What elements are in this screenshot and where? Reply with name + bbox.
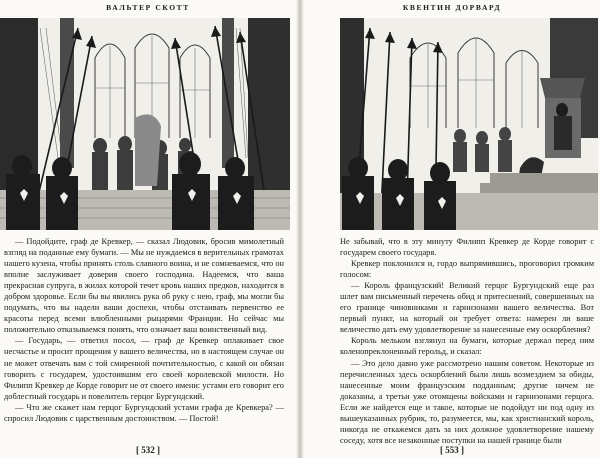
paragraph: Кревкер поклонился и, гордо выпрямившись, проговорил громким голосом:	[340, 259, 594, 280]
paragraph: — Государь, — ответил посол, — граф де Кревкер оплакивает свое несчастье и просит прощения у вашего величества, но в настоящем случае он не может отвечать вам с той смиренной почтительностью, с какой он обязан говорить с государем, удостоившим его своей королевской милости. Но Филипп Кревкер де Корде говорит не от своего имени: устами его говорит его доблестный государь и повелитель герцог Бургундский.	[4, 336, 284, 401]
page-number-right: [ 553 ]	[440, 445, 464, 455]
body-text-left	[4, 236, 284, 424]
paragraph: Король мельком взглянул на бумаги, которые держал перед ним коленопреклоненный герольд, и сказал:	[340, 336, 594, 357]
left-page	[0, 0, 296, 458]
paragraph: — Подойдите, граф де Кревкер, — сказал Людовик, бросив мимолетный взгляд на поданные ему бумаги. — Мы не нуждаемся в верительных грамотах нашего кузена, чтобы принять столь славного воина, и не сомневаемся, что он вполне заслуживает доверия своего господина. Надеемся, что ваша прекрасная супруга, в жилах которой течет кровь наших предков, находится в добром здоровье. Если бы вы явились рука об руку с нею, граф, мы могли бы подумать, что вы надели ваши доспехи, чтобы отстаивать первенство ее красоты перед всеми влюбленными рыцарями Франции. Но сейчас мы положительно отказываемся понять, что означает ваш воинственный вид.	[4, 237, 284, 335]
running-head-left: ВАЛЬТЕР СКОТТ	[106, 3, 190, 12]
page-number-left: [ 532 ]	[136, 445, 160, 455]
illustration-envoy-before-court	[0, 18, 290, 230]
engraving-right	[340, 18, 598, 230]
paragraph: — Это дело давно уже рассмотрено нашим советом. Некоторые из перечисленных здесь оскорблений были лишь возмездием за обиды, нанесенные моим французским подданным; другие ничем не доказаны, а третьи уже отомщены войсками и гарнизонами герцога. Если же найдется еще и такое, которые не подойдут ни под одну из вышеуказанных рубрик, то, разумеется, мы, как христианский король, никогда не откажемся дать за них должное удовлетворение нашему соседу, хотя все незаконные поступки на нашей границе были	[340, 358, 594, 445]
illustration-herald-kneeling	[340, 18, 598, 230]
running-head-right: КВЕНТИН ДОРВАРД	[402, 3, 502, 12]
book-gutter	[296, 0, 304, 458]
engraving-left	[0, 18, 290, 230]
paragraph: — Что же скажет нам герцог Бургундский устами графа де Кревкера? — спросил Людовик с царственным достоинством. — Постой!	[4, 402, 284, 423]
paragraph: Не забывай, что в эту минуту Филипп Кревкер де Корде говорит с государем своего государя.	[340, 237, 594, 258]
right-page	[304, 0, 600, 458]
body-text-right	[340, 236, 594, 446]
paragraph: — Король французский! Великий герцог Бургундский еще раз шлет вам письменный перечень обид и притеснений, совершенных на его границе чиновниками и гарнизонами вашего величества. Вот первый пункт, на который он требует ответа: намерен ли ваше величество дать ему удовлетворение за нанесенные ему оскорбления?	[340, 281, 594, 335]
